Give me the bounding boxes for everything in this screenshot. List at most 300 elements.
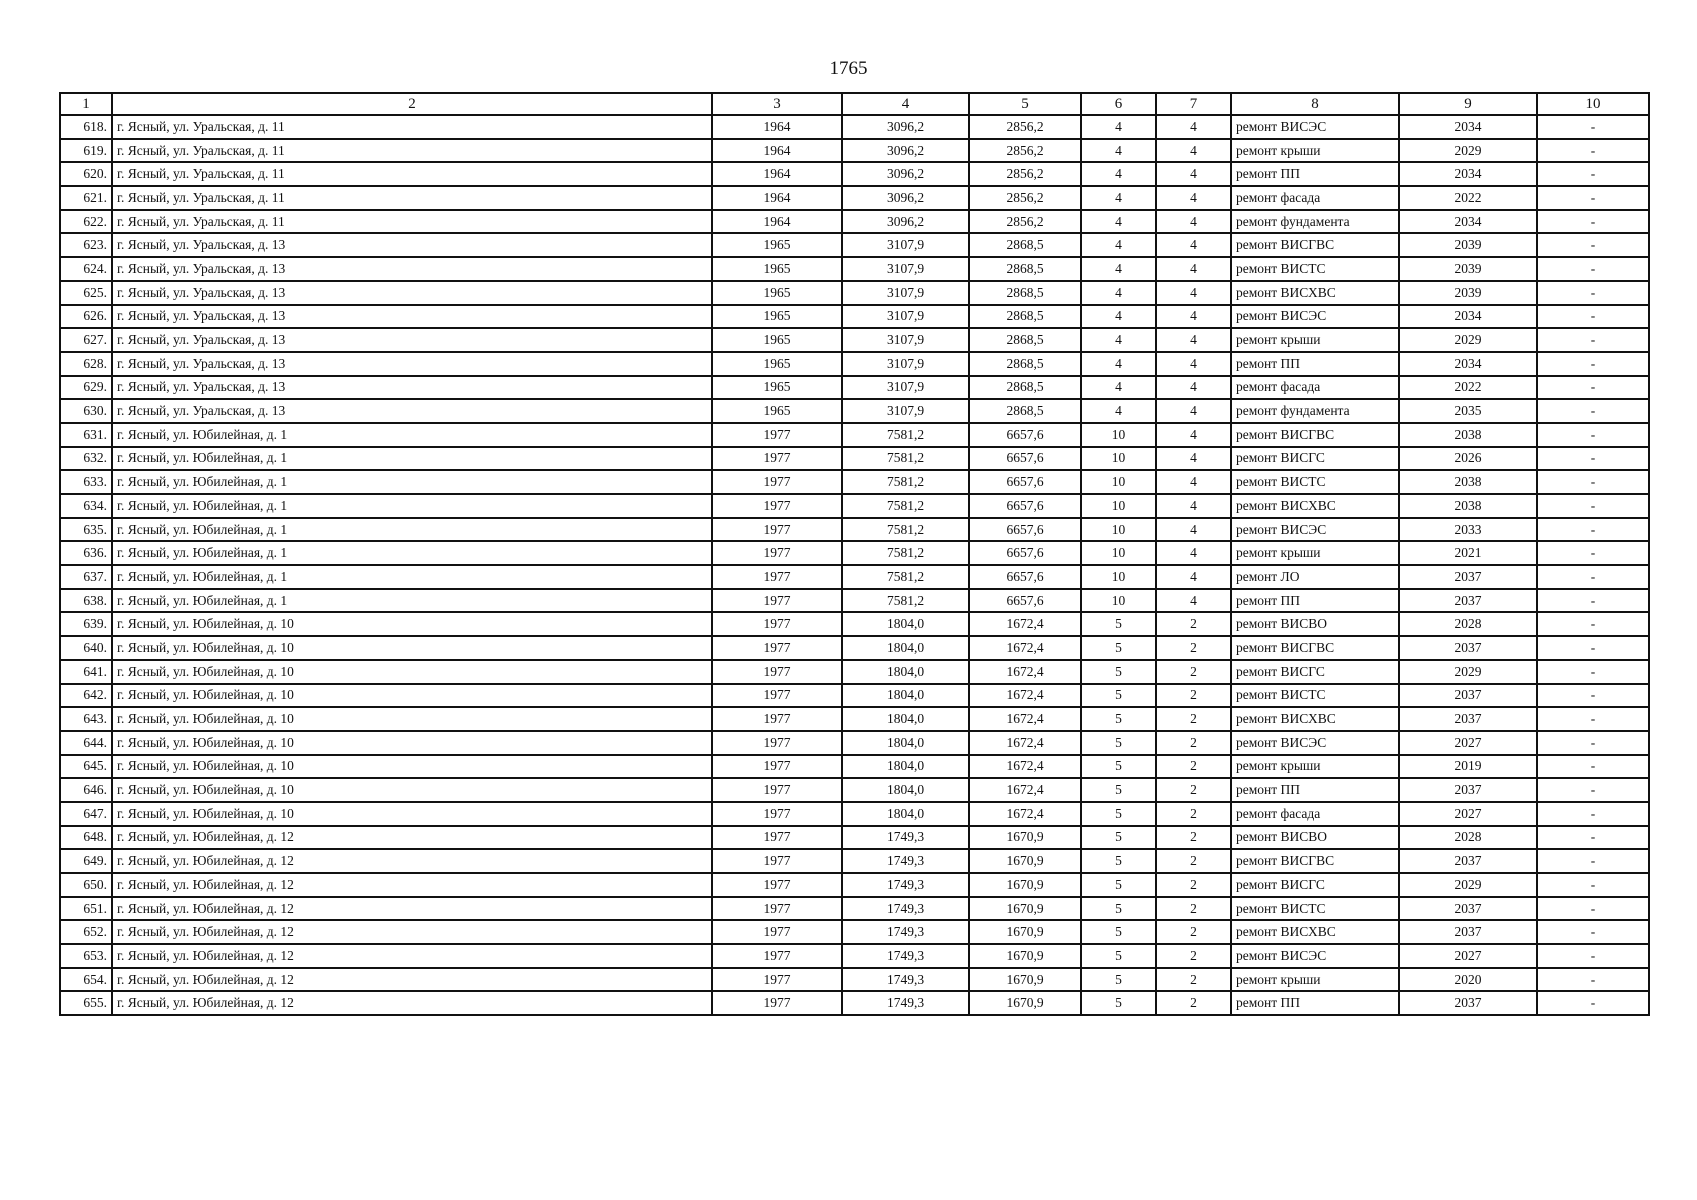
note-cell: - — [1537, 162, 1649, 186]
total-area-cell: 3107,9 — [842, 376, 969, 400]
floors-cell: 4 — [1081, 186, 1156, 210]
floors-cell: 5 — [1081, 612, 1156, 636]
total-area-cell: 7581,2 — [842, 470, 969, 494]
total-area-cell: 1804,0 — [842, 755, 969, 779]
planned-year-cell: 2034 — [1399, 352, 1537, 376]
year-cell: 1964 — [712, 186, 842, 210]
total-area-cell: 3096,2 — [842, 186, 969, 210]
planned-year-cell: 2035 — [1399, 399, 1537, 423]
living-area-cell: 1670,9 — [969, 944, 1081, 968]
floors-cell: 4 — [1081, 352, 1156, 376]
row-number-cell: 636. — [60, 541, 112, 565]
year-cell: 1965 — [712, 281, 842, 305]
note-cell: - — [1537, 731, 1649, 755]
planned-year-cell: 2037 — [1399, 778, 1537, 802]
total-area-cell: 1749,3 — [842, 849, 969, 873]
note-cell: - — [1537, 328, 1649, 352]
entrances-cell: 2 — [1156, 944, 1231, 968]
floors-cell: 5 — [1081, 778, 1156, 802]
note-cell: - — [1537, 873, 1649, 897]
planned-year-cell: 2034 — [1399, 115, 1537, 139]
work-type-cell: ремонт ВИСВО — [1231, 826, 1399, 850]
living-area-cell: 2868,5 — [969, 281, 1081, 305]
work-type-cell: ремонт ВИСГС — [1231, 447, 1399, 471]
table-row — [60, 470, 1649, 494]
work-type-cell: ремонт ВИСТС — [1231, 257, 1399, 281]
total-area-cell: 1749,3 — [842, 991, 969, 1015]
living-area-cell: 6657,6 — [969, 494, 1081, 518]
floors-cell: 10 — [1081, 423, 1156, 447]
table-row — [60, 305, 1649, 329]
living-area-cell: 6657,6 — [969, 589, 1081, 613]
entrances-cell: 2 — [1156, 849, 1231, 873]
living-area-cell: 2856,2 — [969, 210, 1081, 234]
entrances-cell: 4 — [1156, 139, 1231, 163]
table-row — [60, 352, 1649, 376]
total-area-cell: 1749,3 — [842, 944, 969, 968]
work-type-cell: ремонт ВИСЭС — [1231, 731, 1399, 755]
living-area-cell: 6657,6 — [969, 565, 1081, 589]
table-row — [60, 447, 1649, 471]
entrances-cell: 4 — [1156, 494, 1231, 518]
address-cell: г. Ясный, ул. Юбилейная, д. 1 — [112, 447, 712, 471]
floors-cell: 5 — [1081, 849, 1156, 873]
floors-cell: 4 — [1081, 233, 1156, 257]
planned-year-cell: 2027 — [1399, 802, 1537, 826]
note-cell: - — [1537, 399, 1649, 423]
year-cell: 1965 — [712, 352, 842, 376]
work-type-cell: ремонт ВИСТС — [1231, 684, 1399, 708]
work-type-cell: ремонт ВИСХВС — [1231, 920, 1399, 944]
total-area-cell: 3096,2 — [842, 139, 969, 163]
living-area-cell: 1672,4 — [969, 731, 1081, 755]
row-number-cell: 654. — [60, 968, 112, 992]
work-type-cell: ремонт ВИСТС — [1231, 470, 1399, 494]
row-number-cell: 629. — [60, 376, 112, 400]
work-type-cell: ремонт ВИСГВС — [1231, 233, 1399, 257]
row-number-cell: 635. — [60, 518, 112, 542]
total-area-cell: 1804,0 — [842, 684, 969, 708]
entrances-cell: 2 — [1156, 802, 1231, 826]
entrances-cell: 2 — [1156, 778, 1231, 802]
living-area-cell: 1672,4 — [969, 636, 1081, 660]
note-cell: - — [1537, 541, 1649, 565]
table-row — [60, 873, 1649, 897]
entrances-cell: 4 — [1156, 541, 1231, 565]
table-row — [60, 518, 1649, 542]
address-cell: г. Ясный, ул. Уральская, д. 13 — [112, 281, 712, 305]
row-number-cell: 644. — [60, 731, 112, 755]
address-cell: г. Ясный, ул. Уральская, д. 13 — [112, 352, 712, 376]
work-type-cell: ремонт ВИСГС — [1231, 873, 1399, 897]
work-type-cell: ремонт ВИСГВС — [1231, 849, 1399, 873]
table-row — [60, 944, 1649, 968]
year-cell: 1977 — [712, 991, 842, 1015]
work-type-cell: ремонт фасада — [1231, 186, 1399, 210]
row-number-cell: 641. — [60, 660, 112, 684]
row-number-cell: 640. — [60, 636, 112, 660]
work-type-cell: ремонт ПП — [1231, 778, 1399, 802]
address-cell: г. Ясный, ул. Юбилейная, д. 10 — [112, 755, 712, 779]
address-cell: г. Ясный, ул. Уральская, д. 11 — [112, 162, 712, 186]
total-area-cell: 1804,0 — [842, 612, 969, 636]
living-area-cell: 6657,6 — [969, 423, 1081, 447]
floors-cell: 5 — [1081, 802, 1156, 826]
floors-cell: 4 — [1081, 115, 1156, 139]
row-number-cell: 637. — [60, 565, 112, 589]
year-cell: 1965 — [712, 328, 842, 352]
row-number-cell: 622. — [60, 210, 112, 234]
planned-year-cell: 2039 — [1399, 233, 1537, 257]
address-cell: г. Ясный, ул. Юбилейная, д. 10 — [112, 731, 712, 755]
note-cell: - — [1537, 281, 1649, 305]
entrances-cell: 4 — [1156, 565, 1231, 589]
planned-year-cell: 2038 — [1399, 494, 1537, 518]
planned-year-cell: 2028 — [1399, 826, 1537, 850]
entrances-cell: 4 — [1156, 518, 1231, 542]
row-number-cell: 650. — [60, 873, 112, 897]
work-type-cell: ремонт фундамента — [1231, 210, 1399, 234]
work-type-cell: ремонт ПП — [1231, 162, 1399, 186]
entrances-cell: 2 — [1156, 612, 1231, 636]
total-area-cell: 1749,3 — [842, 826, 969, 850]
planned-year-cell: 2037 — [1399, 920, 1537, 944]
floors-cell: 4 — [1081, 257, 1156, 281]
floors-cell: 4 — [1081, 162, 1156, 186]
note-cell: - — [1537, 210, 1649, 234]
row-number-cell: 645. — [60, 755, 112, 779]
floors-cell: 10 — [1081, 518, 1156, 542]
work-type-cell: ремонт ПП — [1231, 589, 1399, 613]
planned-year-cell: 2037 — [1399, 849, 1537, 873]
planned-year-cell: 2019 — [1399, 755, 1537, 779]
note-cell: - — [1537, 589, 1649, 613]
living-area-cell: 6657,6 — [969, 470, 1081, 494]
floors-cell: 5 — [1081, 991, 1156, 1015]
note-cell: - — [1537, 352, 1649, 376]
year-cell: 1977 — [712, 755, 842, 779]
address-cell: г. Ясный, ул. Юбилейная, д. 12 — [112, 873, 712, 897]
address-cell: г. Ясный, ул. Юбилейная, д. 12 — [112, 826, 712, 850]
floors-cell: 10 — [1081, 494, 1156, 518]
living-area-cell: 1672,4 — [969, 802, 1081, 826]
entrances-cell: 4 — [1156, 328, 1231, 352]
year-cell: 1965 — [712, 233, 842, 257]
address-cell: г. Ясный, ул. Юбилейная, д. 12 — [112, 897, 712, 921]
planned-year-cell: 2038 — [1399, 423, 1537, 447]
note-cell: - — [1537, 778, 1649, 802]
table-row — [60, 920, 1649, 944]
address-cell: г. Ясный, ул. Юбилейная, д. 10 — [112, 802, 712, 826]
table-row — [60, 541, 1649, 565]
table-row — [60, 778, 1649, 802]
living-area-cell: 2856,2 — [969, 115, 1081, 139]
floors-cell: 5 — [1081, 826, 1156, 850]
year-cell: 1977 — [712, 897, 842, 921]
planned-year-cell: 2034 — [1399, 162, 1537, 186]
year-cell: 1977 — [712, 684, 842, 708]
living-area-cell: 2856,2 — [969, 162, 1081, 186]
total-area-cell: 3096,2 — [842, 210, 969, 234]
living-area-cell: 1670,9 — [969, 873, 1081, 897]
year-cell: 1977 — [712, 423, 842, 447]
living-area-cell: 1670,9 — [969, 968, 1081, 992]
address-cell: г. Ясный, ул. Уральская, д. 11 — [112, 139, 712, 163]
address-cell: г. Ясный, ул. Юбилейная, д. 1 — [112, 565, 712, 589]
entrances-cell: 2 — [1156, 636, 1231, 660]
address-cell: г. Ясный, ул. Уральская, д. 13 — [112, 376, 712, 400]
year-cell: 1977 — [712, 873, 842, 897]
table-row — [60, 991, 1649, 1015]
year-cell: 1977 — [712, 541, 842, 565]
year-cell: 1977 — [712, 565, 842, 589]
work-type-cell: ремонт ВИСЭС — [1231, 944, 1399, 968]
entrances-cell: 2 — [1156, 755, 1231, 779]
planned-year-cell: 2037 — [1399, 565, 1537, 589]
note-cell: - — [1537, 376, 1649, 400]
floors-cell: 10 — [1081, 541, 1156, 565]
table-row — [60, 257, 1649, 281]
address-cell: г. Ясный, ул. Юбилейная, д. 1 — [112, 494, 712, 518]
header-row — [60, 93, 1649, 115]
column-header: 2 — [112, 93, 712, 115]
entrances-cell: 4 — [1156, 352, 1231, 376]
year-cell: 1977 — [712, 944, 842, 968]
row-number-cell: 652. — [60, 920, 112, 944]
planned-year-cell: 2037 — [1399, 707, 1537, 731]
planned-year-cell: 2026 — [1399, 447, 1537, 471]
total-area-cell: 7581,2 — [842, 494, 969, 518]
planned-year-cell: 2020 — [1399, 968, 1537, 992]
total-area-cell: 3107,9 — [842, 305, 969, 329]
floors-cell: 4 — [1081, 376, 1156, 400]
note-cell: - — [1537, 470, 1649, 494]
note-cell: - — [1537, 707, 1649, 731]
address-cell: г. Ясный, ул. Юбилейная, д. 12 — [112, 849, 712, 873]
table-row — [60, 423, 1649, 447]
table-row — [60, 565, 1649, 589]
total-area-cell: 1749,3 — [842, 968, 969, 992]
row-number-cell: 639. — [60, 612, 112, 636]
row-number-cell: 655. — [60, 991, 112, 1015]
living-area-cell: 1672,4 — [969, 707, 1081, 731]
column-header: 7 — [1156, 93, 1231, 115]
floors-cell: 5 — [1081, 897, 1156, 921]
table-row — [60, 328, 1649, 352]
address-cell: г. Ясный, ул. Юбилейная, д. 12 — [112, 968, 712, 992]
entrances-cell: 4 — [1156, 447, 1231, 471]
entrances-cell: 2 — [1156, 991, 1231, 1015]
address-cell: г. Ясный, ул. Уральская, д. 11 — [112, 186, 712, 210]
address-cell: г. Ясный, ул. Юбилейная, д. 10 — [112, 660, 712, 684]
planned-year-cell: 2028 — [1399, 612, 1537, 636]
total-area-cell: 3107,9 — [842, 399, 969, 423]
row-number-cell: 647. — [60, 802, 112, 826]
year-cell: 1977 — [712, 707, 842, 731]
table-row — [60, 281, 1649, 305]
year-cell: 1977 — [712, 778, 842, 802]
work-type-cell: ремонт крыши — [1231, 139, 1399, 163]
total-area-cell: 3096,2 — [842, 115, 969, 139]
work-type-cell: ремонт ПП — [1231, 991, 1399, 1015]
entrances-cell: 4 — [1156, 423, 1231, 447]
note-cell: - — [1537, 802, 1649, 826]
row-number-cell: 642. — [60, 684, 112, 708]
address-cell: г. Ясный, ул. Юбилейная, д. 10 — [112, 612, 712, 636]
row-number-cell: 634. — [60, 494, 112, 518]
table-row — [60, 636, 1649, 660]
note-cell: - — [1537, 186, 1649, 210]
planned-year-cell: 2037 — [1399, 589, 1537, 613]
living-area-cell: 1670,9 — [969, 920, 1081, 944]
year-cell: 1977 — [712, 447, 842, 471]
floors-cell: 4 — [1081, 399, 1156, 423]
planned-year-cell: 2029 — [1399, 873, 1537, 897]
year-cell: 1965 — [712, 376, 842, 400]
entrances-cell: 2 — [1156, 660, 1231, 684]
floors-cell: 10 — [1081, 470, 1156, 494]
note-cell: - — [1537, 423, 1649, 447]
address-cell: г. Ясный, ул. Юбилейная, д. 10 — [112, 684, 712, 708]
year-cell: 1965 — [712, 399, 842, 423]
address-cell: г. Ясный, ул. Уральская, д. 13 — [112, 305, 712, 329]
year-cell: 1977 — [712, 826, 842, 850]
living-area-cell: 1670,9 — [969, 849, 1081, 873]
total-area-cell: 1749,3 — [842, 920, 969, 944]
living-area-cell: 1672,4 — [969, 612, 1081, 636]
work-type-cell: ремонт ВИСЭС — [1231, 115, 1399, 139]
work-type-cell: ремонт фасада — [1231, 802, 1399, 826]
planned-year-cell: 2037 — [1399, 991, 1537, 1015]
table-row — [60, 660, 1649, 684]
living-area-cell: 1672,4 — [969, 755, 1081, 779]
address-cell: г. Ясный, ул. Уральская, д. 13 — [112, 233, 712, 257]
table-row — [60, 399, 1649, 423]
address-cell: г. Ясный, ул. Юбилейная, д. 1 — [112, 589, 712, 613]
floors-cell: 5 — [1081, 920, 1156, 944]
table-row — [60, 849, 1649, 873]
work-type-cell: ремонт крыши — [1231, 755, 1399, 779]
total-area-cell: 7581,2 — [842, 589, 969, 613]
address-cell: г. Ясный, ул. Уральская, д. 11 — [112, 210, 712, 234]
table-row — [60, 210, 1649, 234]
table-row — [60, 494, 1649, 518]
note-cell: - — [1537, 944, 1649, 968]
total-area-cell: 1749,3 — [842, 897, 969, 921]
total-area-cell: 3107,9 — [842, 328, 969, 352]
planned-year-cell: 2029 — [1399, 328, 1537, 352]
living-area-cell: 2856,2 — [969, 139, 1081, 163]
row-number-cell: 625. — [60, 281, 112, 305]
year-cell: 1964 — [712, 210, 842, 234]
row-number-cell: 651. — [60, 897, 112, 921]
total-area-cell: 3107,9 — [842, 352, 969, 376]
entrances-cell: 4 — [1156, 399, 1231, 423]
total-area-cell: 1804,0 — [842, 636, 969, 660]
planned-year-cell: 2037 — [1399, 636, 1537, 660]
floors-cell: 5 — [1081, 731, 1156, 755]
note-cell: - — [1537, 826, 1649, 850]
address-cell: г. Ясный, ул. Юбилейная, д. 12 — [112, 920, 712, 944]
entrances-cell: 4 — [1156, 115, 1231, 139]
row-number-cell: 628. — [60, 352, 112, 376]
planned-year-cell: 2027 — [1399, 944, 1537, 968]
work-type-cell: ремонт ВИСХВС — [1231, 707, 1399, 731]
table-row — [60, 139, 1649, 163]
row-number-cell: 638. — [60, 589, 112, 613]
living-area-cell: 1670,9 — [969, 991, 1081, 1015]
work-type-cell: ремонт ВИСГВС — [1231, 636, 1399, 660]
entrances-cell: 2 — [1156, 897, 1231, 921]
total-area-cell: 7581,2 — [842, 565, 969, 589]
floors-cell: 4 — [1081, 328, 1156, 352]
total-area-cell: 3107,9 — [842, 281, 969, 305]
column-header: 3 — [712, 93, 842, 115]
floors-cell: 5 — [1081, 684, 1156, 708]
note-cell: - — [1537, 684, 1649, 708]
table-row — [60, 186, 1649, 210]
table-row — [60, 684, 1649, 708]
repair-schedule-table — [59, 92, 1650, 1016]
entrances-cell: 4 — [1156, 589, 1231, 613]
living-area-cell: 2868,5 — [969, 328, 1081, 352]
floors-cell: 4 — [1081, 139, 1156, 163]
note-cell: - — [1537, 115, 1649, 139]
living-area-cell: 6657,6 — [969, 447, 1081, 471]
entrances-cell: 4 — [1156, 305, 1231, 329]
entrances-cell: 4 — [1156, 162, 1231, 186]
note-cell: - — [1537, 139, 1649, 163]
work-type-cell: ремонт ВИСХВС — [1231, 281, 1399, 305]
row-number-cell: 620. — [60, 162, 112, 186]
planned-year-cell: 2027 — [1399, 731, 1537, 755]
row-number-cell: 653. — [60, 944, 112, 968]
note-cell: - — [1537, 305, 1649, 329]
floors-cell: 5 — [1081, 755, 1156, 779]
entrances-cell: 2 — [1156, 731, 1231, 755]
address-cell: г. Ясный, ул. Юбилейная, д. 1 — [112, 541, 712, 565]
floors-cell: 4 — [1081, 281, 1156, 305]
living-area-cell: 2868,5 — [969, 233, 1081, 257]
note-cell: - — [1537, 233, 1649, 257]
table-body — [60, 115, 1649, 1015]
work-type-cell: ремонт ВИСЭС — [1231, 518, 1399, 542]
entrances-cell: 4 — [1156, 281, 1231, 305]
row-number-cell: 626. — [60, 305, 112, 329]
total-area-cell: 7581,2 — [842, 541, 969, 565]
planned-year-cell: 2022 — [1399, 376, 1537, 400]
planned-year-cell: 2034 — [1399, 210, 1537, 234]
total-area-cell: 1804,0 — [842, 660, 969, 684]
floors-cell: 5 — [1081, 968, 1156, 992]
row-number-cell: 623. — [60, 233, 112, 257]
column-header: 9 — [1399, 93, 1537, 115]
entrances-cell: 2 — [1156, 873, 1231, 897]
note-cell: - — [1537, 849, 1649, 873]
address-cell: г. Ясный, ул. Юбилейная, д. 10 — [112, 636, 712, 660]
planned-year-cell: 2037 — [1399, 684, 1537, 708]
total-area-cell: 7581,2 — [842, 447, 969, 471]
note-cell: - — [1537, 518, 1649, 542]
address-cell: г. Ясный, ул. Юбилейная, д. 12 — [112, 991, 712, 1015]
row-number-cell: 633. — [60, 470, 112, 494]
total-area-cell: 3107,9 — [842, 233, 969, 257]
planned-year-cell: 2033 — [1399, 518, 1537, 542]
entrances-cell: 2 — [1156, 968, 1231, 992]
table-row — [60, 968, 1649, 992]
floors-cell: 4 — [1081, 305, 1156, 329]
total-area-cell: 7581,2 — [842, 423, 969, 447]
